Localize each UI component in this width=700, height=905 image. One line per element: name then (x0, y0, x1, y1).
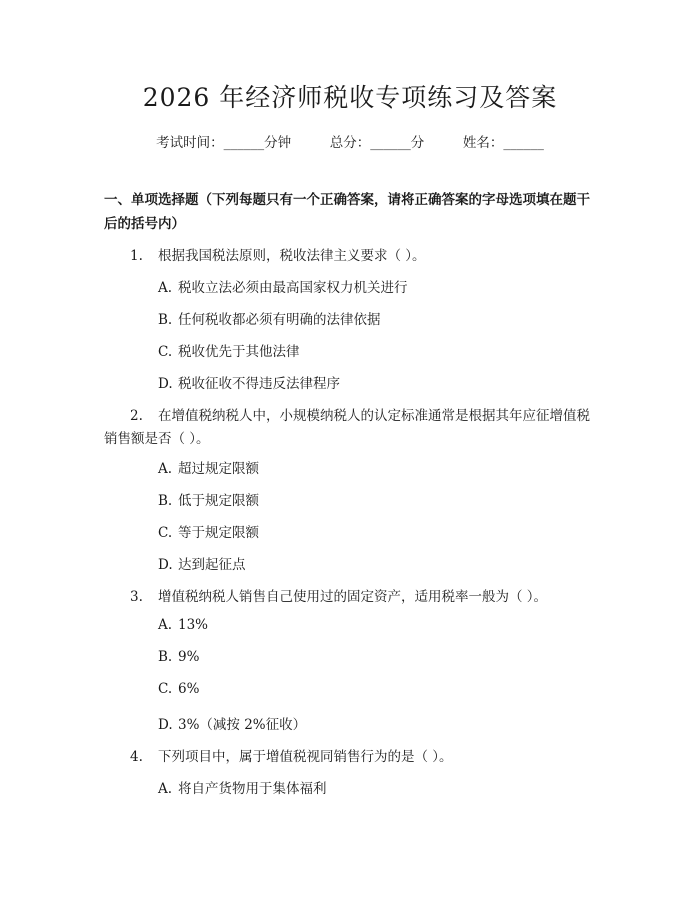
option-text: 税收征收不得违反法律程序 (178, 376, 340, 392)
option-2d (158, 553, 246, 573)
option-letter: C. (158, 681, 173, 697)
option-letter: C. (158, 344, 173, 360)
question-number: 1. (130, 248, 143, 264)
option-letter: A. (158, 461, 173, 477)
exam-meta-line (0, 131, 700, 151)
document-title: 2026 年经济师税收专项练习及答案 (142, 83, 558, 112)
option-3b (158, 649, 199, 665)
question-text-line1: 在增值税纳税人中，小规模纳税人的认定标准通常是根据其年应征增值税 (158, 408, 590, 424)
option-3c (158, 681, 199, 697)
time-label: 考试时间： (156, 135, 224, 151)
option-letter: D. (158, 376, 173, 392)
option-text: 税收优先于其他法律 (178, 344, 300, 360)
option-1d (158, 372, 340, 392)
option-letter: B. (158, 649, 173, 665)
question-1 (130, 244, 426, 264)
option-4a (158, 777, 327, 797)
option-2b (158, 489, 259, 509)
option-text: 将自产货物用于集体福利 (178, 781, 327, 797)
option-text: 超过规定限额 (178, 461, 259, 477)
question-number: 4. (130, 749, 143, 765)
option-1b (158, 308, 381, 328)
score-label: 总分： (329, 135, 371, 151)
score-blank: ______分 (370, 135, 425, 151)
question-text: 增值税纳税人销售自己使用过的固定资产，适用税率一般为（ ）。 (158, 589, 548, 605)
name-label: 姓名： (462, 135, 504, 151)
option-text: 低于规定限额 (178, 493, 259, 509)
option-text: 等于规定限额 (178, 525, 259, 541)
option-text: 达到起征点 (178, 557, 246, 573)
option-letter: D. (158, 717, 173, 733)
option-letter: A. (158, 280, 173, 296)
section-heading: 一、单项选择题（下列每题只有一个正确答案，请将正确答案的字母选项填在题干后的括号内） (104, 192, 590, 232)
option-letter: A. (158, 781, 173, 797)
option-letter: C. (158, 525, 173, 541)
question-3 (130, 585, 547, 605)
question-4 (130, 745, 453, 765)
question-text: 根据我国税法原则，税收法律主义要求（ ）。 (158, 248, 426, 264)
option-text: 6% (178, 681, 200, 697)
option-text: 税收立法必须由最高国家权力机关进行 (178, 280, 408, 296)
option-2c (158, 521, 259, 541)
question-2 (130, 404, 590, 424)
question-number: 3. (130, 589, 143, 605)
question-number: 2. (130, 408, 143, 424)
question-text: 下列项目中，属于增值税视同销售行为的是（ ）。 (158, 749, 453, 765)
option-3d (158, 713, 306, 733)
option-3a (158, 617, 208, 633)
option-1a (158, 276, 408, 296)
question-2-continued: 销售额是否（ ）。 (104, 431, 210, 447)
option-letter: A. (158, 617, 173, 633)
option-letter: B. (158, 493, 173, 509)
time-blank: ______分钟 (223, 135, 292, 151)
option-text: 13% (178, 617, 209, 633)
option-text: 任何税收都必须有明确的法律依据 (178, 312, 381, 328)
option-1c (158, 340, 300, 360)
name-blank: ______ (503, 135, 544, 151)
option-letter: B. (158, 312, 173, 328)
option-text: 3%（减按 2%征收） (178, 717, 307, 733)
option-text: 9% (178, 649, 200, 665)
option-2a (158, 457, 259, 477)
option-letter: D. (158, 557, 173, 573)
